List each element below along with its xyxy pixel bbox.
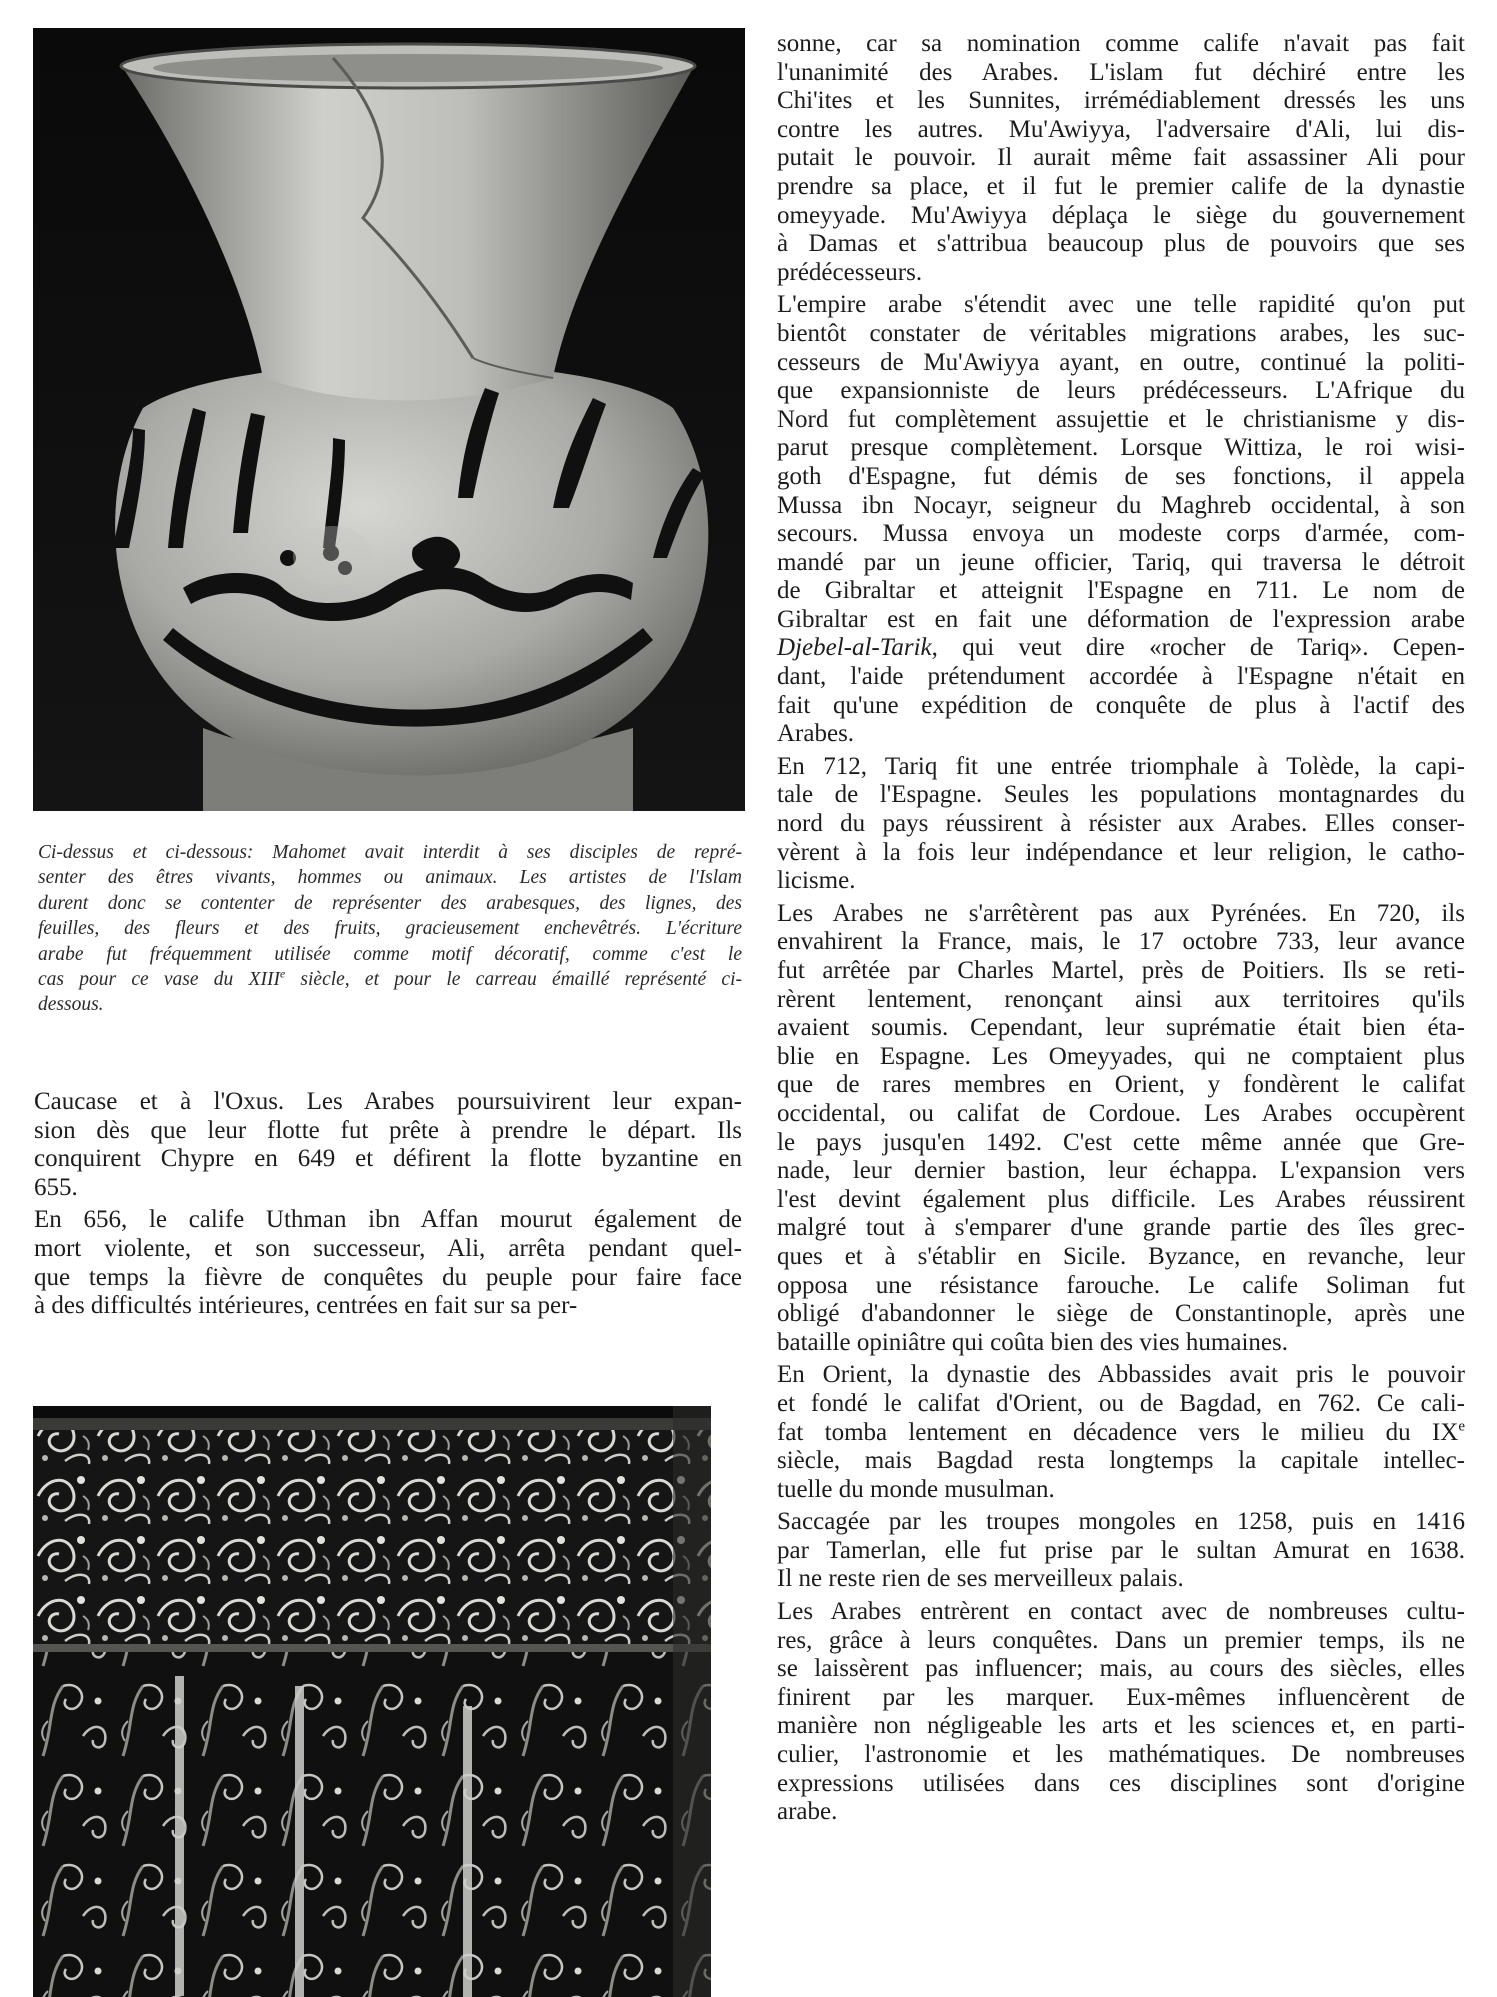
image-caption — [38, 840, 742, 1018]
paragraph — [777, 1598, 1465, 1827]
text-line: nade, leur dernier bastion, leur échappa. L'expansion vers — [777, 1157, 1465, 1185]
text-line: secours. Mussa envoya un modeste corps d'armée, com- — [777, 520, 1465, 548]
text-line: envahirent la France, mais, le 17 octobre 733, leur avance — [777, 928, 1465, 956]
text-line: Saccagée par les troupes mongoles en 1258, puis en 1416 — [777, 1508, 1465, 1536]
text-line: mort violente, et son successeur, Ali, arrêta pendant quel- — [34, 1234, 742, 1262]
paragraph — [777, 1508, 1465, 1594]
caption-line: arabe fut fréquemment utilisée comme motif décoratif, comme c'est le — [38, 943, 742, 965]
caption-line: durent donc se contenter de représenter des arabesques, des lignes, des — [38, 892, 742, 914]
caption-line: feuilles, des fleurs et des fruits, gracieusement enchevêtrés. L'écriture — [38, 918, 742, 940]
right-column-text — [777, 30, 1465, 1831]
text-line: arabe. — [777, 1798, 838, 1826]
text-line: ques et à s'établir en Sicile. Byzance, en revanche, leur — [777, 1242, 1465, 1270]
text-line: siècle, mais Bagdad resta longtemps la capitale intellec- — [777, 1447, 1465, 1475]
text-line: avaient soumis. Cependant, leur suprématie était bien éta- — [777, 1014, 1465, 1042]
text-line: licisme. — [777, 867, 856, 895]
text-line: que expansionniste de leurs prédécesseurs. L'Afrique du — [777, 377, 1465, 405]
text-line: occidental, ou califat de Cordoue. Les Arabes occupèrent — [777, 1099, 1465, 1127]
vase-photo — [33, 28, 745, 811]
text-line: En 712, Tariq fit une entrée triomphale à Tolède, la capi- — [777, 752, 1465, 780]
text-line: Nord fut complètement assujettie et le christianisme y dis- — [777, 405, 1465, 433]
text-line: Caucase et à l'Oxus. Les Arabes poursuivirent leur expan- — [34, 1088, 742, 1115]
text-line: fat tomba lentement en décadence vers le milieu du IXe — [777, 1418, 1465, 1446]
text-line: culier, l'astronomie et les mathématiques. De nombreuses — [777, 1741, 1465, 1769]
text-line: parut presque complètement. Lorsque Wittiza, le roi wisi- — [777, 434, 1465, 462]
text-line: le pays jusqu'en 1492. C'est cette même année que Gre- — [777, 1128, 1465, 1156]
text-line: malgré tout à s'emparer d'une grande partie des îles grec- — [777, 1214, 1465, 1242]
text-line: opposa une résistance farouche. Le calife Soliman fut — [777, 1271, 1465, 1299]
text-line: dant, l'aide prétendument accordée à l'Espagne n'était en — [777, 663, 1465, 691]
text-line: En Orient, la dynastie des Abbassides avait pris le pouvoir — [777, 1361, 1465, 1389]
text-line: par Tamerlan, elle fut prise par le sultan Amurat en 1638. — [777, 1536, 1465, 1564]
text-line: tuelle du monde musulman. — [777, 1475, 1055, 1503]
text-line: En 656, le calife Uthman ibn Affan mourut également de — [34, 1206, 742, 1234]
text-line: Il ne reste rien de ses merveilleux palais. — [777, 1565, 1184, 1593]
paragraph — [34, 1088, 742, 1202]
text-line: mandé par un jeune officier, Tariq, qui traversa le détroit — [777, 548, 1465, 576]
text-line: tale de l'Espagne. Seules les populations montagnardes du — [777, 781, 1465, 809]
text-line: à Damas et s'attribua beaucoup plus de pouvoirs que ses — [777, 230, 1465, 258]
text-line: sonne, car sa nomination comme calife n'avait pas fait — [777, 30, 1465, 57]
caption-line: cas pour ce vase du XIIIe siècle, et pour le carreau émaillé représenté ci- — [38, 967, 742, 991]
text-line: res, grâce à leurs conquêtes. Dans un premier temps, ils ne — [777, 1626, 1465, 1654]
text-line: Les Arabes ne s'arrêtèrent pas aux Pyrénées. En 720, ils — [777, 899, 1465, 927]
text-line: et fondé le califat d'Orient, ou de Bagdad, en 762. Ce cali- — [777, 1389, 1465, 1417]
text-line: que de rares membres en Orient, y fondèrent le califat — [777, 1071, 1465, 1099]
text-line: se laissèrent pas influencer; mais, au cours des siècles, elles — [777, 1655, 1465, 1683]
text-line: Gibraltar est en fait une déformation de l'expression arabe — [777, 605, 1465, 633]
paragraph — [777, 30, 1465, 287]
text-line: nord du pays réussirent à résister aux Arabes. Elles conser- — [777, 810, 1465, 838]
text-line: contre les autres. Mu'Awiyya, l'adversaire d'Ali, lui dis- — [777, 115, 1465, 143]
text-line: Arabes. — [777, 720, 855, 748]
text-line: omeyyade. Mu'Awiyya déplaça le siège du gouvernement — [777, 201, 1465, 229]
text-line: que temps la fièvre de conquêtes du peuple pour faire face — [34, 1263, 742, 1291]
text-line: bientôt constater de véritables migrations arabes, les suc- — [777, 319, 1465, 347]
text-line: rèrent lentement, renonçant ainsi aux territoires qu'ils — [777, 985, 1465, 1013]
text-line: sion dès que leur flotte fut prête à prendre le départ. Ils — [34, 1116, 742, 1144]
text-line: Les Arabes entrèrent en contact avec de nombreuses cultu- — [777, 1598, 1465, 1626]
text-line: l'unanimité des Arabes. L'islam fut déchiré entre les — [777, 58, 1465, 86]
italic-term: Djebel-al-Tarik — [777, 634, 932, 662]
text-line: l'est devint également plus difficile. Les Arabes réussirent — [777, 1185, 1465, 1213]
text-line: vèrent à la fois leur indépendance et leur religion, le catho- — [777, 838, 1465, 866]
text-line: Djebel-al-Tarik, qui veut dire «rocher de Tariq». Cepen- — [777, 634, 1465, 662]
text-line: L'empire arabe s'étendit avec une telle rapidité qu'on put — [777, 291, 1465, 319]
paragraph — [777, 900, 1465, 1358]
text-line: expressions utilisées dans ces disciplines sont d'origine — [777, 1769, 1465, 1797]
tile-photo — [33, 1406, 711, 1997]
text-line: manière non négligeable les arts et les sciences et, en parti- — [777, 1712, 1465, 1740]
paragraph — [777, 1361, 1465, 1504]
paragraph — [777, 753, 1465, 896]
caption-line: dessous. — [38, 994, 104, 1016]
vase-illustration — [33, 28, 745, 811]
text-line: conquirent Chypre en 649 et défirent la flotte byzantine en — [34, 1145, 742, 1173]
tile-illustration — [33, 1406, 711, 1997]
caption-line: senter des êtres vivants, hommes ou animaux. Les artistes de l'Islam — [38, 867, 742, 889]
paragraph — [777, 291, 1465, 749]
text-line: fut arrêtée par Charles Martel, près de Poitiers. Ils se reti- — [777, 957, 1465, 984]
text-line: blie en Espagne. Les Omeyyades, qui ne comptaient plus — [777, 1042, 1465, 1070]
text-line: 655. — [34, 1173, 78, 1201]
text-line: de Gibraltar et atteignit l'Espagne en 711. Le nom de — [777, 577, 1465, 605]
text-line: goth d'Espagne, fut démis de ses fonctions, il appela — [777, 462, 1465, 490]
text-line: finirent par les marquer. Eux-mêmes influencèrent de — [777, 1683, 1465, 1711]
text-line: obligé d'abandonner le siège de Constantinople, après une — [777, 1300, 1465, 1328]
text-line: Chi'ites et les Sunnites, irrémédiablement dressés les uns — [777, 87, 1465, 115]
text-line: fait qu'une expédition de conquête de plus à l'actif des — [777, 691, 1465, 719]
text-line: putait le pouvoir. Il aurait même fait assassiner Ali pour — [777, 144, 1465, 172]
paragraph — [34, 1206, 742, 1320]
caption-line: Ci-dessus et ci-dessous: Mahomet avait interdit à ses disciples de repré- — [38, 842, 742, 863]
left-column-text — [34, 1088, 742, 1325]
text-line: bataille opiniâtre qui coûta bien des vies humaines. — [777, 1328, 1288, 1356]
text-line: à des difficultés intérieures, centrées en fait sur sa per- — [34, 1292, 578, 1320]
text-line: Mussa ibn Nocayr, seigneur du Maghreb occidental, à son — [777, 491, 1465, 519]
text-line: prédécesseurs. — [777, 258, 923, 286]
text-line: cesseurs de Mu'Awiyya ayant, en outre, continué la politi- — [777, 348, 1465, 376]
text-line: prendre sa place, et il fut le premier calife de la dynastie — [777, 172, 1465, 200]
